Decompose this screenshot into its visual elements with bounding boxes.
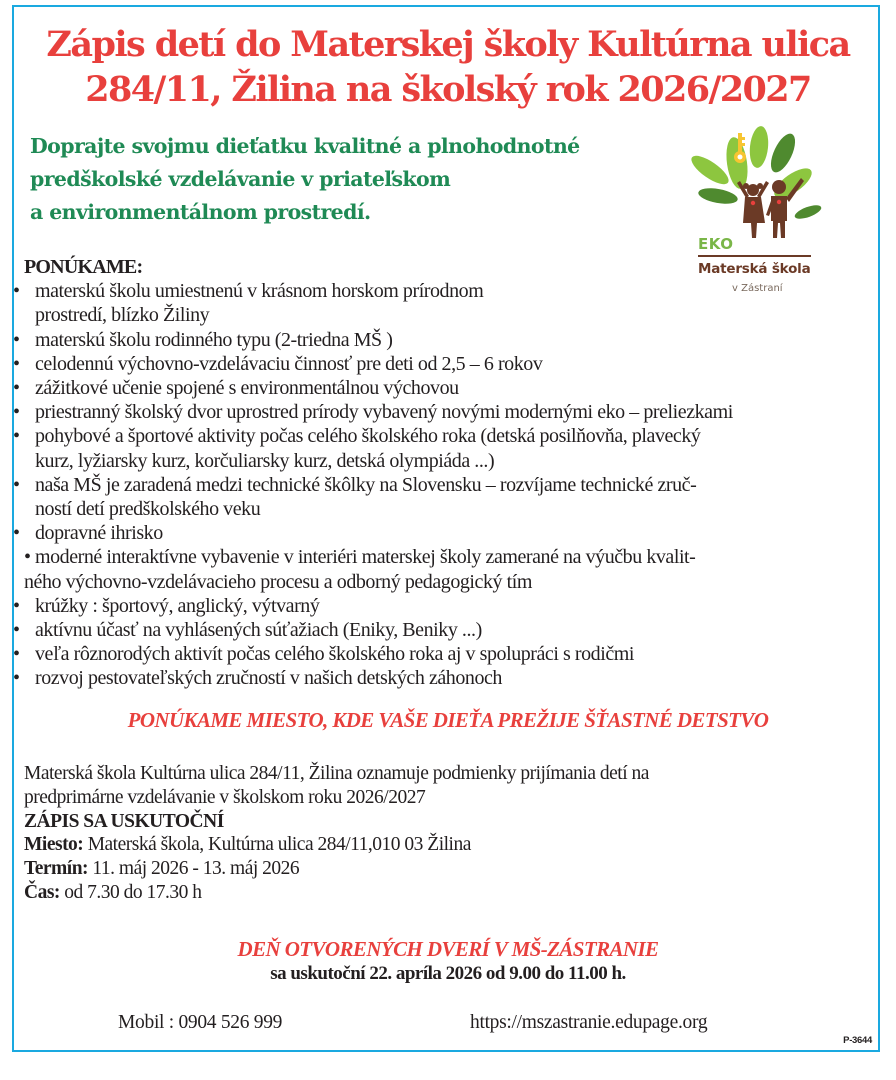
bullet-icon: •	[13, 328, 20, 351]
bullet-icon: •	[13, 643, 20, 666]
offer-item-text: materskú školu rodinného typu (2-triedna MŠ )	[35, 328, 393, 351]
title-line-2: 284/11, Žilina na školský rok 2026/2027	[85, 69, 811, 110]
offer-item-text: dopravné ihrisko	[35, 522, 163, 545]
open-day-detail: sa uskutoční 22. apríla 2026 od 9.00 do 11.00 h.	[270, 963, 626, 984]
offer-item-text: ností detí predškolského veku	[35, 498, 261, 521]
girl-figure-icon	[737, 181, 769, 238]
offer-item-text: celodennú výchovno-vzdelávaciu činnosť pre deti od 2,5 – 6 rokov	[35, 352, 543, 375]
offer-item-text: prostredí, blízko Žiliny	[35, 304, 210, 327]
bullet-icon: •	[13, 425, 20, 448]
offer-list-item	[13, 666, 874, 690]
bullet-icon: •	[13, 667, 20, 690]
leaf-icon	[793, 203, 823, 222]
leaf-icon	[697, 186, 739, 207]
offer-list-item	[13, 400, 874, 424]
bullet-icon: •	[13, 377, 20, 400]
offer-list-item	[13, 521, 874, 545]
enrollment-place	[24, 833, 874, 857]
tree-children-key-logo-icon	[690, 125, 825, 240]
place-label: Miesto:	[24, 834, 84, 856]
info-intro-line: predprimárne vzdelávanie v školskom roku 2026/2027	[24, 786, 426, 808]
offer-item-text: rozvoj pestovateľských zručností v našich detských záhonoch	[35, 667, 502, 690]
bullet-icon: •	[13, 473, 20, 496]
enrollment-term	[24, 857, 874, 881]
offer-list-item	[13, 473, 874, 521]
logo-place: v Zástraní	[732, 283, 783, 294]
subtitle-line-1: Doprajte svojmu dieťatku kvalitné a plnohodnotné	[30, 134, 580, 158]
offer-item-text: ného výchovno-vzdelávacieho procesu a odborný pedagogický tím	[24, 570, 532, 593]
enrollment-info	[24, 762, 874, 905]
logo-school-name: Materská škola	[698, 261, 811, 277]
offer-list-item	[13, 642, 874, 666]
offer-list-item	[13, 594, 874, 618]
title-line-1: Zápis detí do Materskej školy Kultúrna ulica	[46, 24, 850, 65]
contact-website: https://mszastranie.edupage.org	[470, 1012, 708, 1033]
bullet-icon: •	[13, 401, 20, 424]
open-day-heading: DEŇ OTVORENÝCH DVERÍ V MŠ-ZÁSTRANIE	[237, 937, 659, 961]
bullet-icon: •	[13, 522, 20, 545]
offer-list	[13, 279, 874, 690]
offer-list-item	[13, 328, 874, 352]
enrollment-heading-text: ZÁPIS SA USKUTOČNÍ	[24, 810, 224, 832]
bullet-icon: •	[13, 280, 20, 303]
bullet-icon: •	[13, 352, 20, 375]
offer-list-item	[24, 545, 874, 593]
offer-section	[13, 255, 874, 691]
enrollment-heading	[24, 810, 874, 834]
offer-item-text: kurz, lyžiarsky kurz, korčuliarsky kurz, detská olympiáda ...)	[35, 449, 495, 472]
offer-item-text: krúžky : športový, anglický, výtvarný	[35, 594, 320, 617]
offer-item-text: materskú školu umiestnenú v krásnom horskom prírodnom	[35, 280, 484, 303]
boy-figure-icon	[766, 178, 804, 238]
leaf-icon	[690, 151, 733, 189]
bullet-icon: •	[13, 619, 20, 642]
ad-code: P-3644	[843, 1035, 872, 1046]
offer-item-text: veľa rôznorodých aktivít počas celého školského roka aj v spolupráci s rodičmi	[35, 643, 634, 666]
subtitle	[30, 130, 580, 229]
term-label: Termín:	[24, 858, 89, 880]
offer-list-item	[13, 618, 874, 642]
info-intro-line: Materská škola Kultúrna ulica 284/11, Žilina oznamuje podmienky prijímania detí na	[24, 763, 649, 784]
offer-heading: PONÚKAME:	[24, 256, 143, 278]
page-title	[0, 22, 896, 112]
offer-item-text: priestranný školský dvor uprostred prírody vybavený novými modernými eko – preliezkami	[35, 401, 733, 424]
slogan: PONÚKAME MIESTO, KDE VAŠE DIEŤA PREŽIJE ŠŤASTNÉ DETSTVO	[127, 708, 769, 732]
offer-list-item	[13, 424, 874, 472]
enrollment-time	[24, 881, 874, 905]
offer-item-text: moderné interaktívne vybavenie v interiéri materskej školy zamerané na výučbu kvalit-	[35, 546, 696, 569]
offer-item-text: pohybové a športové aktivity počas celého školského roka (detská posilňovňa, plavecký	[35, 425, 701, 448]
bullet-icon: •	[24, 546, 31, 569]
offer-list-item	[13, 376, 874, 400]
contact-phone: Mobil : 0904 526 999	[118, 1012, 283, 1033]
leaf-icon	[748, 125, 770, 169]
subtitle-line-2: predškolské vzdelávanie v priateľskom	[30, 167, 451, 191]
offer-item-text: naša MŠ je zaradená medzi technické škôlky na Slovensku – rozvíjame technické zruč-	[35, 473, 697, 496]
time-value: od 7.30 do 17.30 h	[59, 881, 202, 903]
bullet-icon: •	[13, 594, 20, 617]
subtitle-line-3: a environmentálnom prostredí.	[30, 200, 371, 224]
time-label: Čas:	[24, 881, 60, 903]
offer-list-item	[13, 352, 874, 376]
term-value: 11. máj 2026 - 13. máj 2026	[88, 858, 300, 880]
place-value: Materská škola, Kultúrna ulica 284/11,010 03 Žilina	[83, 834, 471, 856]
open-day	[0, 936, 896, 986]
offer-item-text: aktívnu účasť na vyhlásených súťažiach (Eniky, Beniky ...)	[35, 619, 482, 642]
leaf-icon	[766, 130, 800, 176]
offer-item-text: zážitkové učenie spojené s environmentálnou výchovou	[35, 377, 459, 400]
offer-list-item	[13, 279, 874, 327]
logo-eko-text: EKO	[698, 235, 734, 253]
